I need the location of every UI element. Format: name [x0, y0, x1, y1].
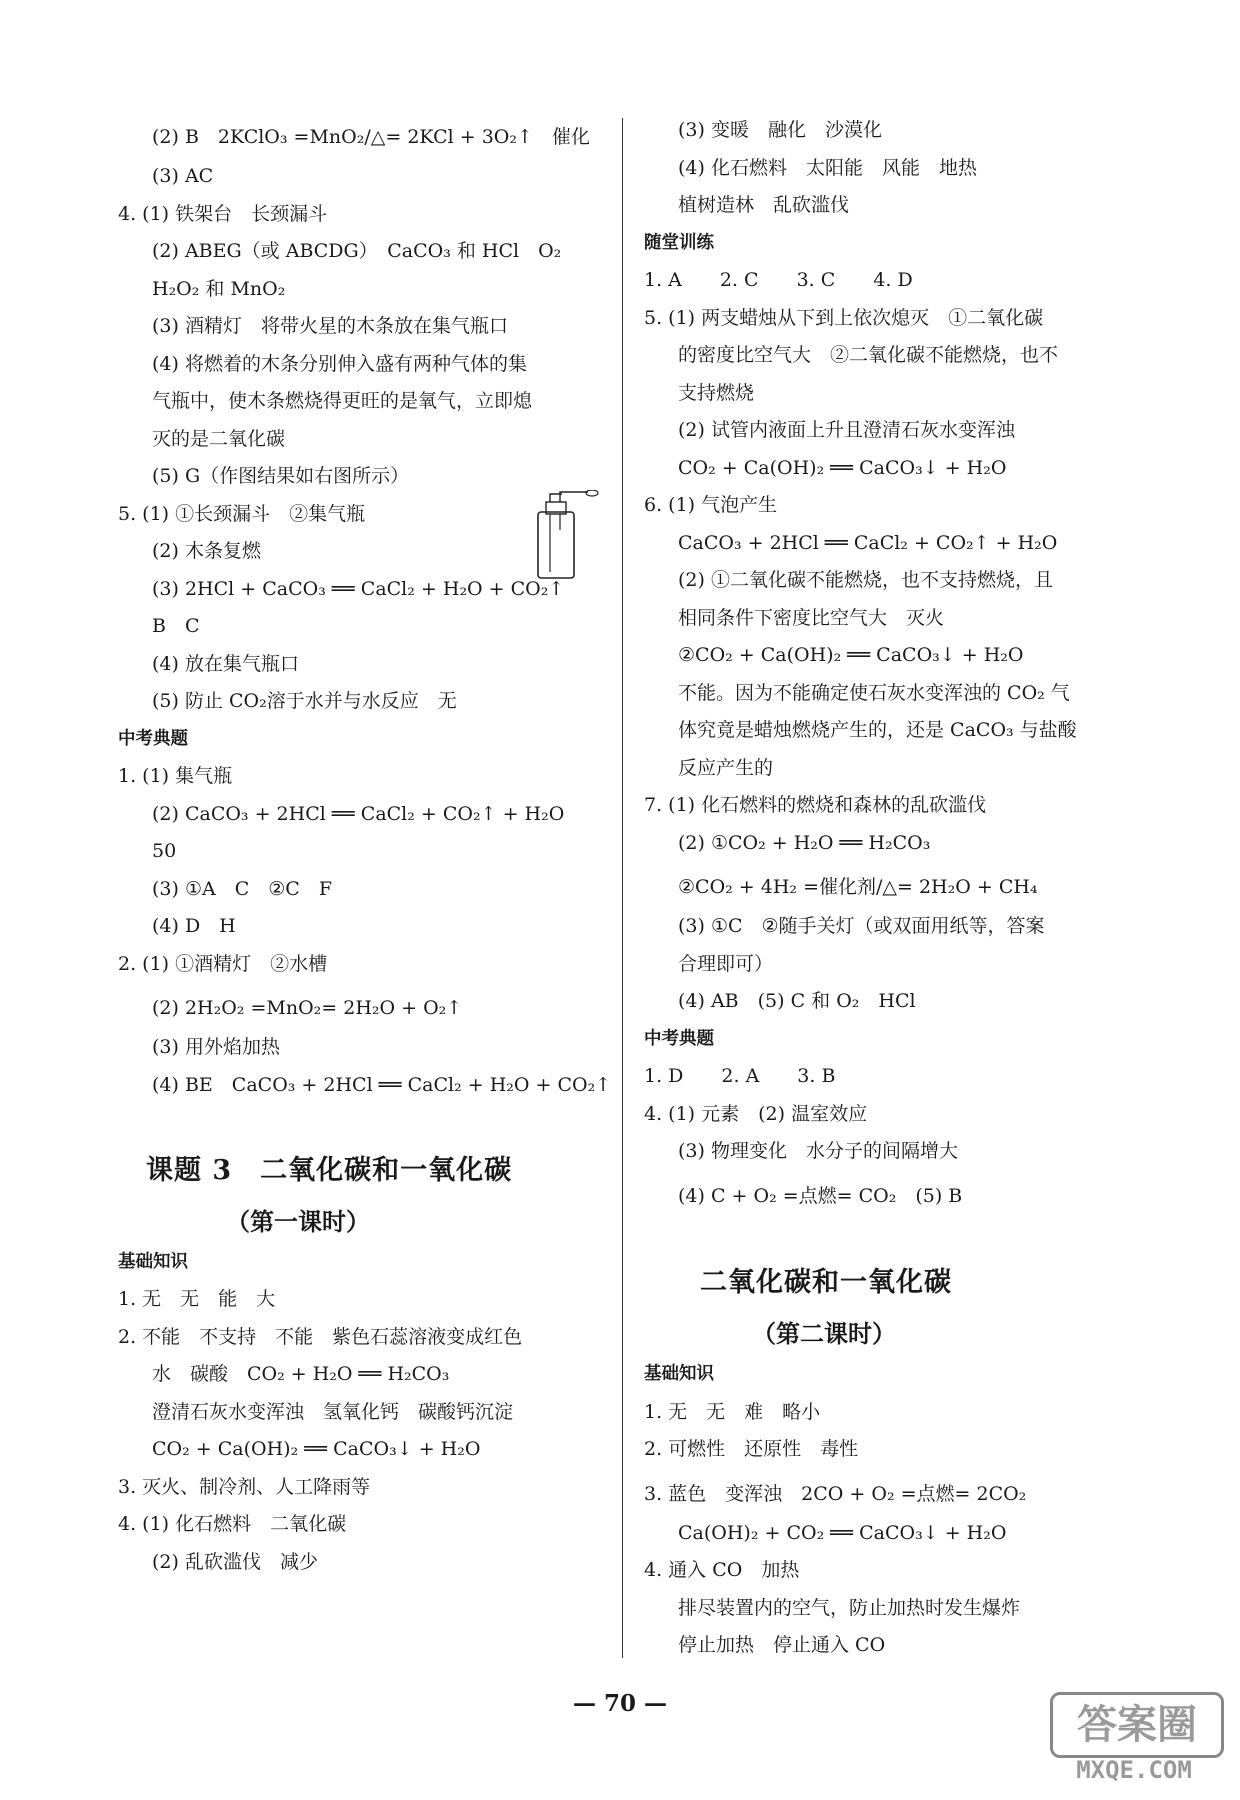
column-divider [622, 118, 623, 1658]
answer-line: 支持燃烧 [678, 381, 755, 404]
answer-line: 5. (1) 两支蜡烛从下到上依次熄灭 ①二氧化碳 [644, 306, 1044, 329]
answer-line: 2. 不能 不支持 不能 紫色石蕊溶液变成红色 [118, 1325, 523, 1348]
answer-line: (4) D H [152, 915, 236, 937]
answer-line: 50 [152, 840, 177, 862]
section-heading: 基础知识 [644, 1364, 714, 1384]
answer-line: (2) ①二氧化碳不能燃烧，也不支持燃烧，且 [678, 569, 1053, 591]
answer-line: 3. 蓝色 变浑浊 2CO + O₂ =点燃= 2CO₂ [644, 1482, 1027, 1505]
answer-line: 的密度比空气大 ②二氧化碳不能燃烧，也不 [678, 344, 1059, 366]
answer-line: (4) BE CaCO₃ + 2HCl ══ CaCl₂ + H₂O + CO₂↑ [152, 1073, 612, 1096]
answer-line: (3) 物理变化 水分子的间隔增大 [678, 1140, 958, 1162]
answer-line: (2) 试管内液面上升且澄清石灰水变浑浊 [678, 419, 1015, 441]
gas-bottle-figure [532, 490, 602, 582]
answer-line: 4. (1) 铁架台 长颈漏斗 [118, 202, 328, 225]
answer-line: ②CO₂ + 4H₂ =催化剂/△= 2H₂O + CH₄ [678, 876, 1038, 898]
answer-line: (3) 2HCl + CaCO₃ ══ CaCl₂ + H₂O + CO₂↑ [152, 577, 565, 600]
answer-line: 气瓶中，使木条燃烧得更旺的是氧气，立即熄 [152, 390, 533, 412]
answer-line: H₂O₂ 和 MnO₂ [152, 277, 286, 300]
answer-line: (2) ABEG（或 ABCDG） CaCO₃ 和 HCl O₂ [152, 240, 562, 262]
answer-line: 5. (1) ①长颈漏斗 ②集气瓶 [118, 502, 366, 525]
answer-line: 体究竟是蜡烛燃烧产生的，还是 CaCO₃ 与盐酸 [678, 719, 1077, 741]
answer-line: (4) C + O₂ =点燃= CO₂ (5) B [678, 1184, 963, 1207]
answer-line: (3) ①A C ②C F [152, 877, 332, 900]
answer-line: 1. (1) 集气瓶 [118, 765, 233, 787]
answer-line: (4) 将燃着的木条分别伸入盛有两种气体的集 [152, 352, 527, 375]
answer-line: (2) 乱砍滥伐 减少 [152, 1550, 318, 1573]
left-column [118, 112, 618, 1581]
answer-line: 1. 无 无 能 大 [118, 1288, 276, 1310]
section-heading: 基础知识 [118, 1251, 188, 1272]
lesson-subtitle: （第二课时） [644, 1319, 896, 1348]
answer-line: 2. (1) ①酒精灯 ②水槽 [118, 952, 328, 975]
answer-line: (3) 用外焰加热 [152, 1036, 280, 1058]
answer-line: 1. D 2. A 3. B [644, 1065, 836, 1087]
answer-line: (3) 变暖 融化 沙漠化 [678, 119, 882, 141]
section-heading: 中考典题 [644, 1028, 714, 1049]
answer-line [118, 1104, 618, 1142]
answer-line: 合理即可） [678, 952, 774, 975]
answer-line: 4. (1) 化石燃料 二氧化碳 [118, 1513, 347, 1535]
answer-line: (4) 放在集气瓶口 [152, 652, 299, 675]
answer-line: 4. (1) 元素 (2) 温室效应 [644, 1102, 868, 1125]
answer-line: 4. 通入 CO 加热 [644, 1559, 800, 1581]
answer-line: 相同条件下密度比空气大 灭火 [678, 606, 945, 629]
answer-line: 1. A 2. C 3. C 4. D [644, 269, 913, 291]
answer-line: (4) AB (5) C 和 O₂ HCl [678, 990, 916, 1012]
lesson-subtitle: （第一课时） [118, 1206, 370, 1236]
answer-line: 灭的是二氧化碳 [152, 427, 286, 450]
answer-line: (2) CaCO₃ + 2HCl ══ CaCl₂ + CO₂↑ + H₂O [152, 802, 565, 825]
answer-line: ②CO₂ + Ca(OH)₂ ══ CaCO₃↓ + H₂O [678, 644, 1024, 666]
answer-line: 3. 灭火、制冷剂、人工降雨等 [118, 1475, 371, 1498]
watermark-url: MXQE.COM [1076, 1756, 1192, 1784]
answer-line: (4) 化石燃料 太阳能 风能 地热 [678, 156, 977, 179]
watermark-logo [1050, 1692, 1218, 1788]
answer-line: 6. (1) 气泡产生 [644, 494, 778, 516]
answer-line: CO₂ + Ca(OH)₂ ══ CaCO₃↓ + H₂O [152, 1438, 481, 1460]
right-column [644, 112, 1144, 1665]
answer-line: (2) 2H₂O₂ =MnO₂= 2H₂O + O₂↑ [152, 997, 463, 1019]
answer-line: 反应产生的 [678, 756, 774, 779]
watermark-text: 答案圈 [1050, 1692, 1224, 1758]
answer-line: 排尽装置内的空气，防止加热时发生爆炸 [678, 1596, 1021, 1619]
answer-line: (3) ①C ②随手关灯（或双面用纸等，答案 [678, 915, 1045, 937]
section-heading: 中考典题 [118, 728, 188, 749]
lesson-title: 二氧化碳和一氧化碳 [644, 1267, 952, 1298]
answer-line: (2) B 2KClO₃ =MnO₂/△= 2KCl + 3O₂↑ 催化 [152, 126, 590, 148]
answer-line: (5) G（作图结果如右图所示） [152, 465, 410, 487]
answer-line: (3) AC [152, 165, 214, 187]
answer-line: 植树造林 乱砍滥伐 [678, 194, 850, 216]
answer-line: (2) ①CO₂ + H₂O ══ H₂CO₃ [678, 831, 931, 854]
answer-line: B C [152, 615, 200, 637]
answer-line: 1. 无 无 难 略小 [644, 1400, 821, 1423]
answer-line: (5) 防止 CO₂溶于水并与水反应 无 [152, 690, 457, 712]
page-number: — 70 — [572, 1690, 668, 1717]
section-heading: 随堂训练 [644, 232, 714, 253]
answer-line: (3) 酒精灯 将带火星的木条放在集气瓶口 [152, 315, 508, 337]
answer-line [644, 1217, 1144, 1255]
answer-line: CaCO₃ + 2HCl ══ CaCl₂ + CO₂↑ + H₂O [678, 531, 1058, 554]
answer-line: (2) 木条复燃 [152, 540, 261, 562]
lesson-title: 课题 3 二氧化碳和一氧化碳 [118, 1154, 513, 1186]
answer-line: Ca(OH)₂ + CO₂ ══ CaCO₃↓ + H₂O [678, 1521, 1007, 1544]
answer-line: 7. (1) 化石燃料的燃烧和森林的乱砍滥伐 [644, 794, 987, 816]
answer-line: 停止加热 停止通入 CO [678, 1634, 886, 1656]
answer-line: 水 碳酸 CO₂ + H₂O ══ H₂CO₃ [152, 1363, 450, 1385]
answer-line: CO₂ + Ca(OH)₂ ══ CaCO₃↓ + H₂O [678, 456, 1007, 479]
answer-line: 不能。因为不能确定使石灰水变浑浊的 CO₂ 气 [678, 681, 1070, 704]
answer-line: 2. 可燃性 还原性 毒性 [644, 1438, 859, 1460]
answer-line: 澄清石灰水变浑浊 氢氧化钙 碳酸钙沉淀 [152, 1400, 514, 1423]
